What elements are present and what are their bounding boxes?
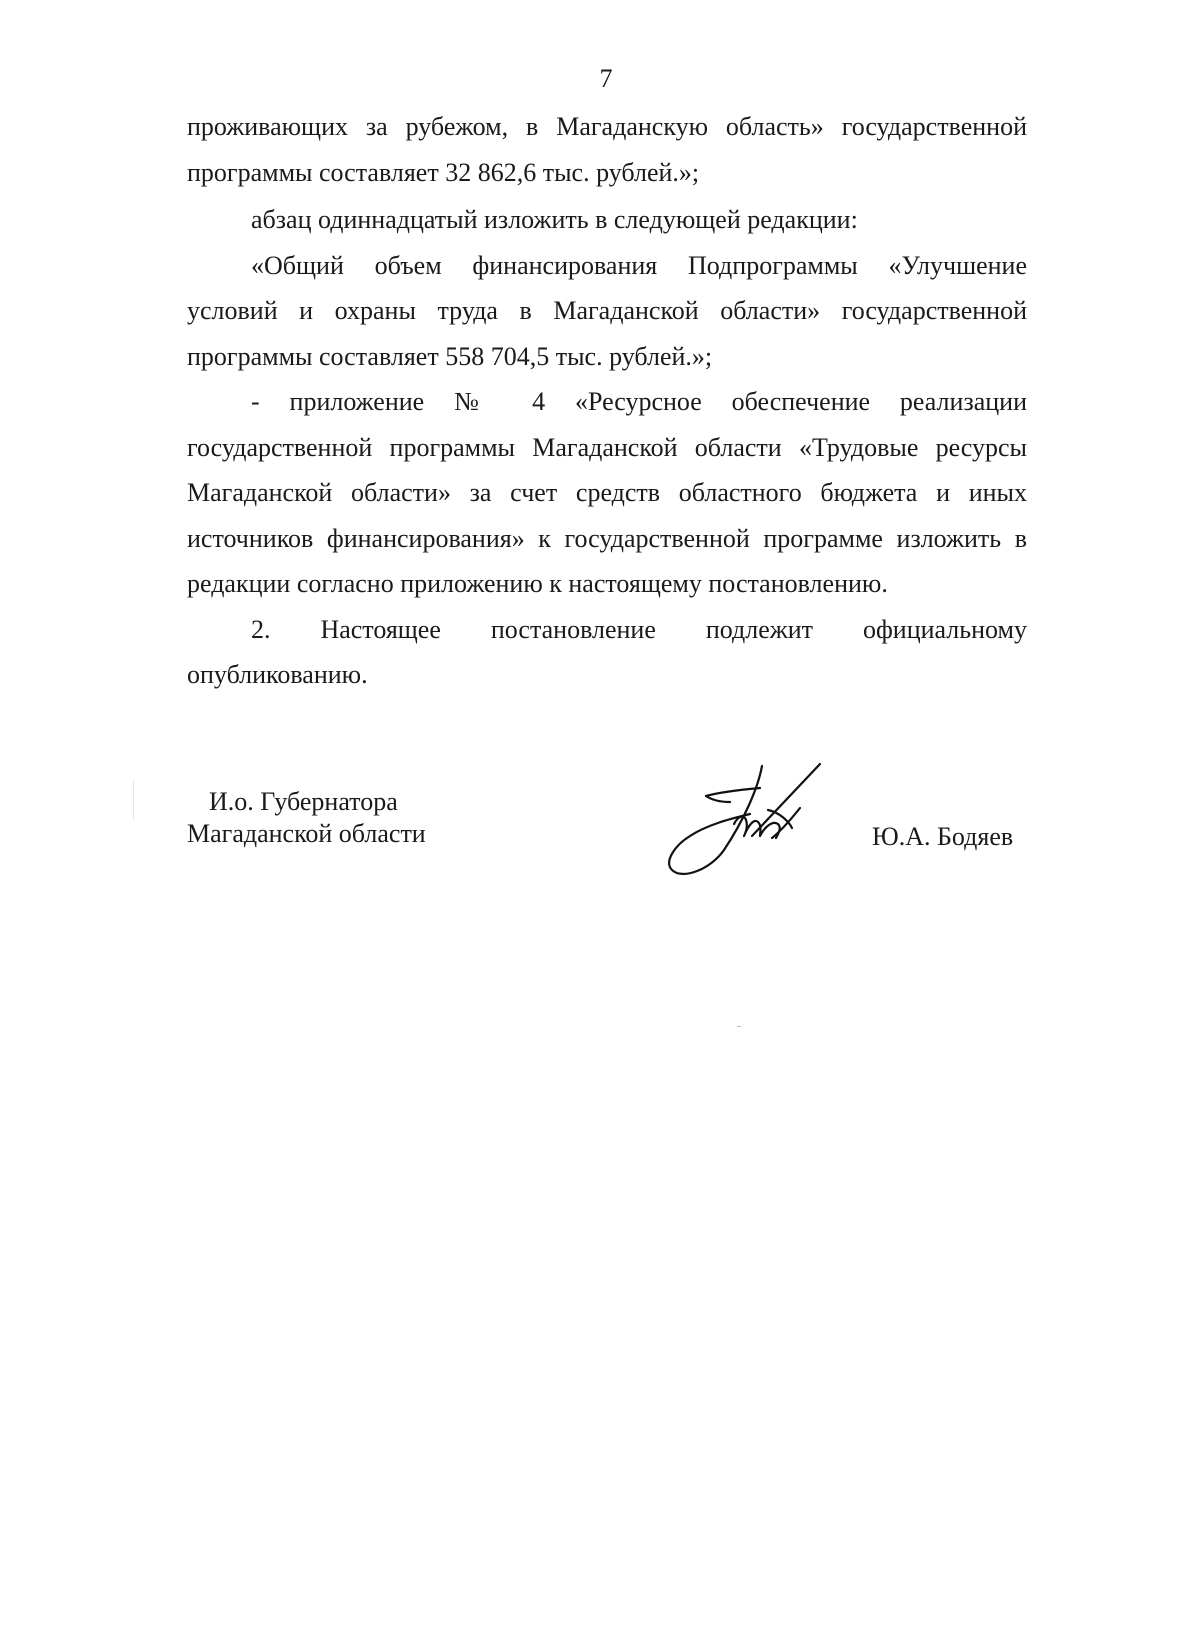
signer-name: Ю.А. Бодяев (872, 822, 1014, 851)
paragraph-subprogram-funding: «Общий объем финансирования Подпрограммы «Улучшение условий и охраны труда в Магаданской области» государственной программы составляет 558 704,5 тыс. рублей.»; (187, 250, 1027, 371)
page-number: 7 (599, 64, 613, 93)
document-body (187, 104, 1027, 698)
signer-position-line-2: Магаданской области (187, 819, 426, 848)
signer-position (187, 786, 426, 850)
handwritten-signature (660, 758, 840, 888)
paragraph-appendix-4: - приложение № 4 «Ресурсное обеспечение реализации государственной программы Магаданской области «Трудовые ресурсы Магаданской области» за счет средств областного бюджета и иных источников финансирования» к государственной программе изложить в редакции согласно приложению к настоящему постановлению. (187, 387, 1027, 598)
scan-speck (737, 1026, 741, 1027)
signer-position-line-1: И.о. Губернатора (209, 787, 398, 816)
scan-edge-mark (133, 780, 134, 820)
paragraph-publication: 2. Настоящее постановление подлежит официальному опубликованию. (187, 614, 1027, 689)
paragraph-continuation: проживающих за рубежом, в Магаданскую область» государственной программы составляет 32 862,6 тыс. рублей.»; (187, 112, 1027, 187)
paragraph-instruction-eleventh: абзац одиннадцатый изложить в следующей редакции: (251, 205, 858, 234)
